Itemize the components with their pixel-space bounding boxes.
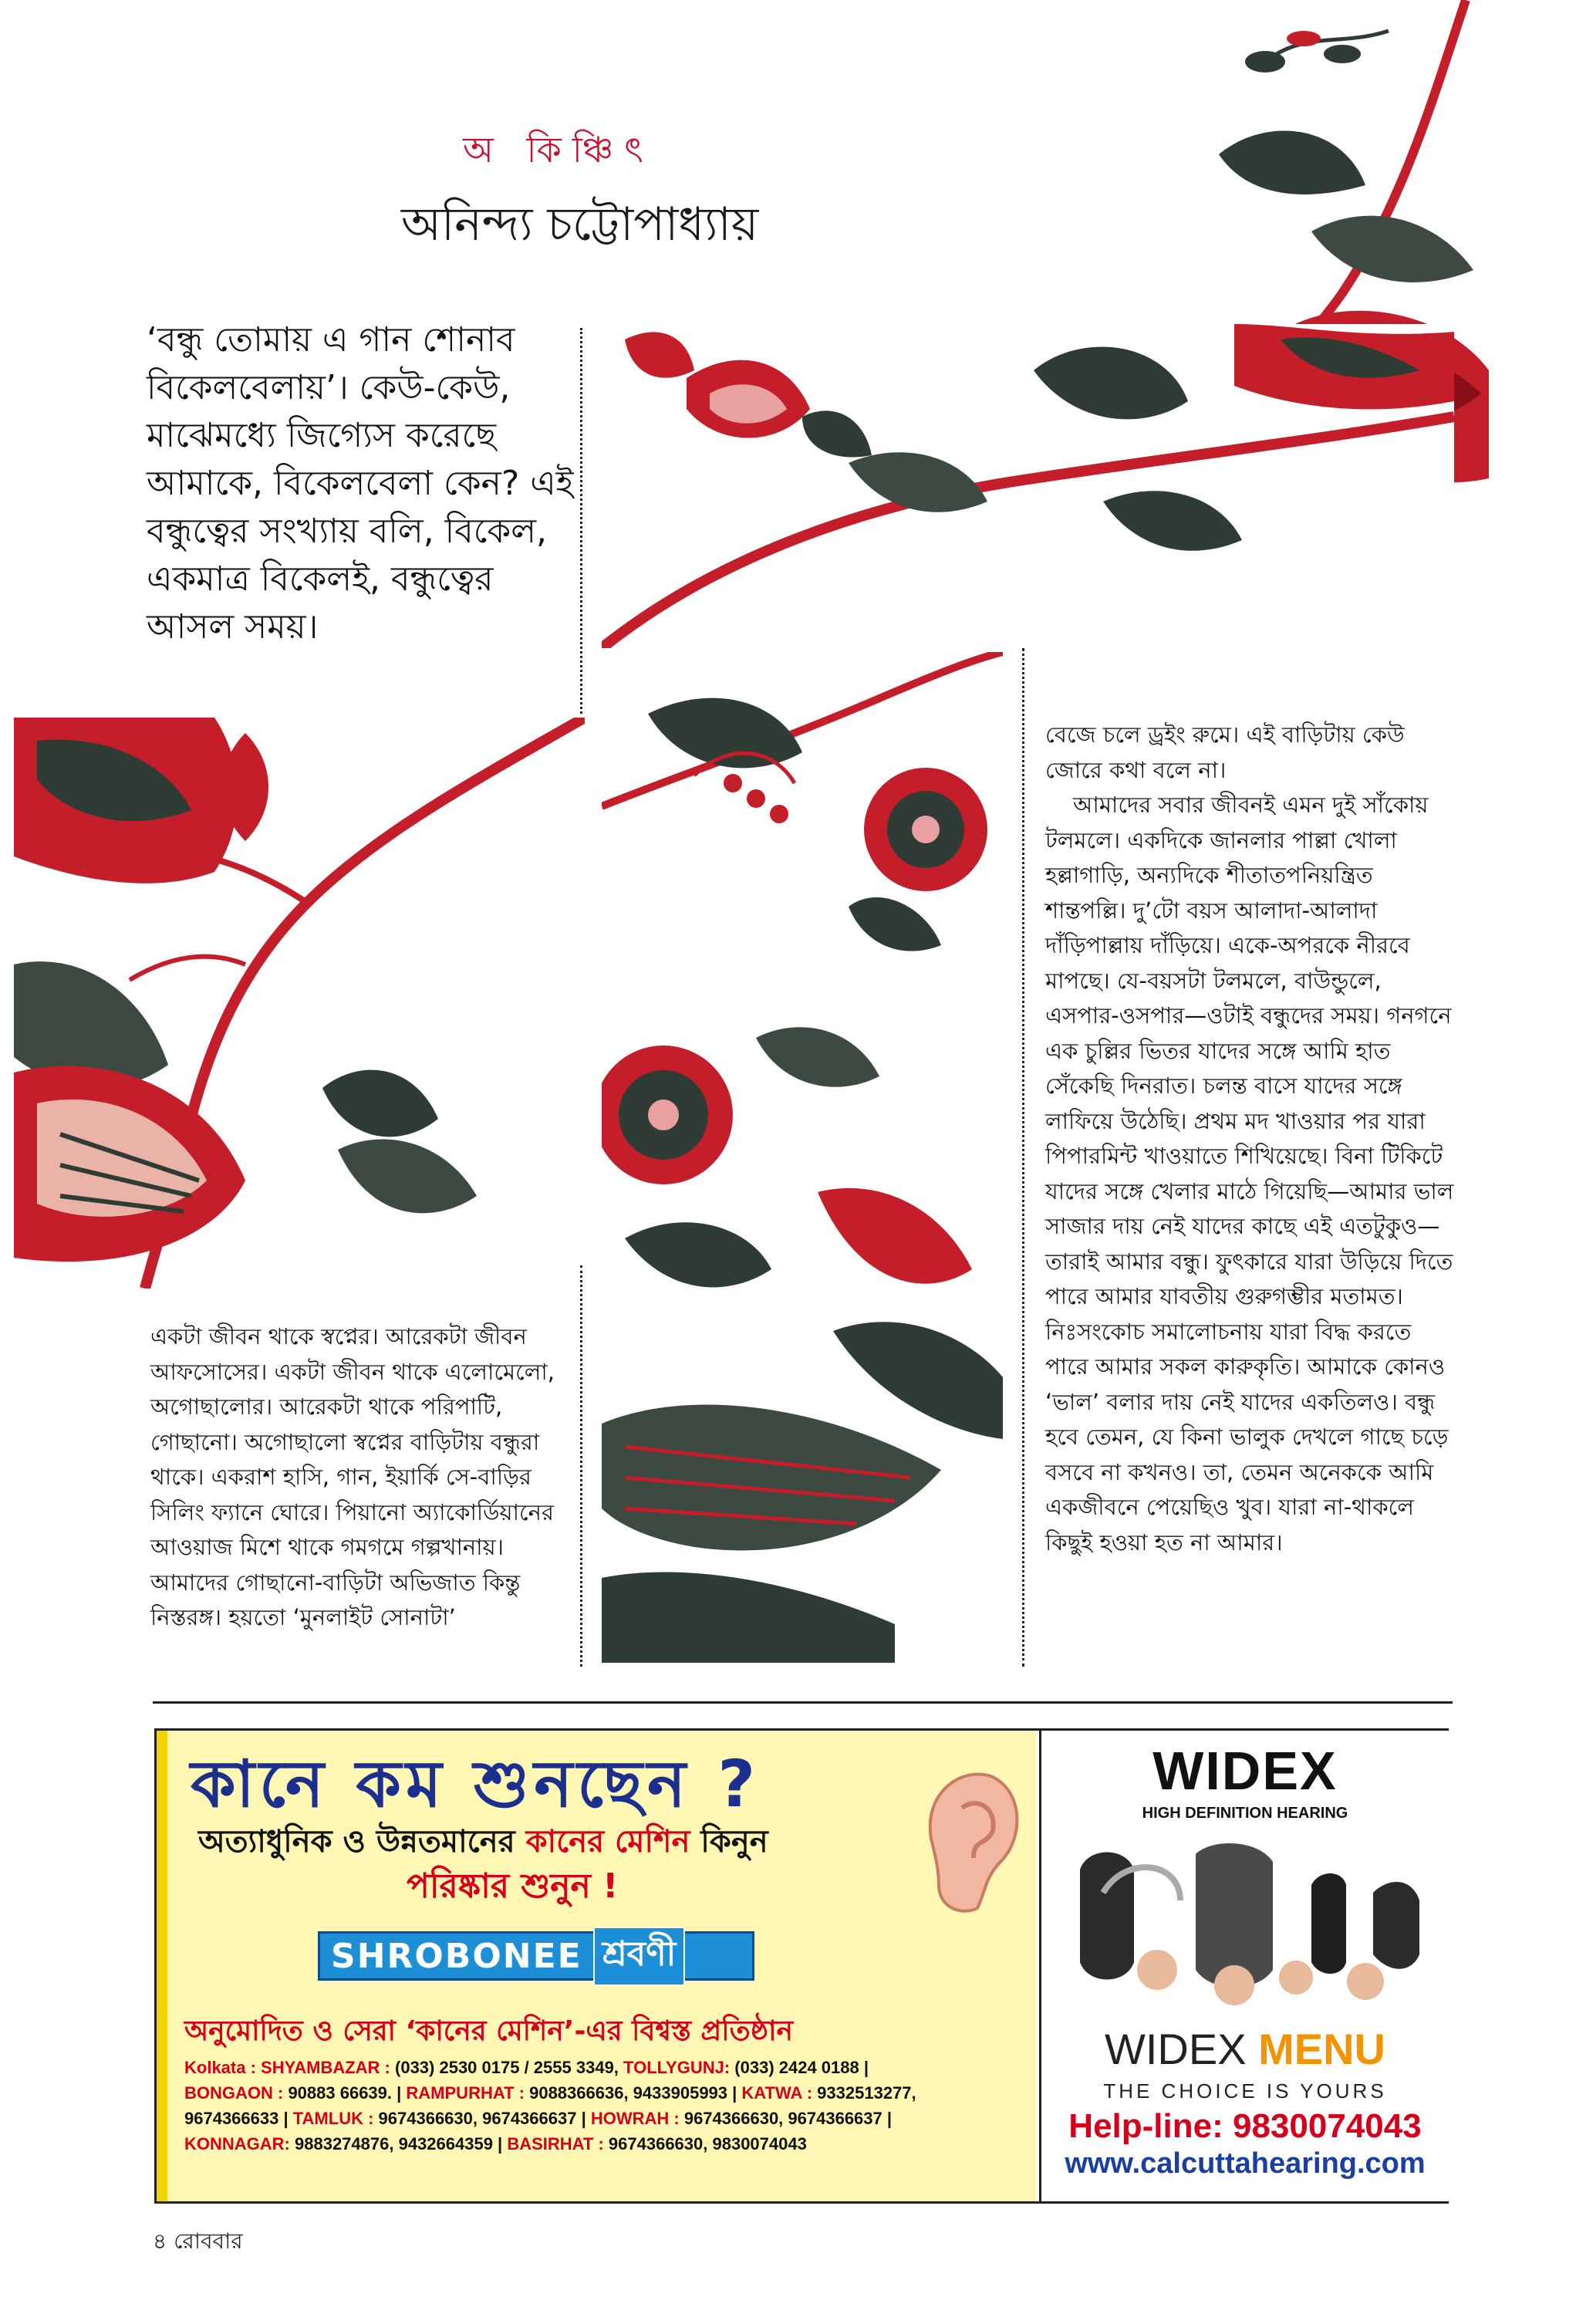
ad-subheadline-highlight: কানের মেশিন	[525, 1824, 690, 1860]
widex-menu-word: MENU	[1258, 2025, 1385, 2073]
branch-phone: (033) 2530 0175 / 2555 3349,	[390, 2058, 619, 2077]
hearing-aid-advertisement	[154, 1728, 1449, 2204]
section-kicker: অ কিঞ্চিৎ	[463, 129, 654, 171]
floral-artwork-left	[14, 718, 585, 1289]
helpline: Help-line: 9830074043	[1068, 2107, 1422, 2145]
widex-subtitle: HIGH DEFINITION HEARING	[1142, 1805, 1348, 1822]
hearing-aids-image	[1065, 1839, 1427, 2016]
branch-phone: 9332513277,	[812, 2083, 916, 2103]
branch-phone: 9674366630, 9830074043	[603, 2134, 807, 2153]
intro-text: ‘বন্ধু তোমায় এ গান শোনাব বিকেলবেলায়’। কেউ-কেউ, মাঝেমধ্যে জিগ্যেস করেছে আমাকে, বিকেলবেলা কেন? এই বন্ধুত্বের সংখ্যায় বলি, বিকেল, একমাত্র বিকেলই, বন্ধুত্বের আসল সময়।	[147, 320, 574, 647]
page-folio: ৪ রোববার	[153, 2228, 243, 2254]
column-divider-right	[1022, 648, 1024, 1667]
paragraph: বেজে চলে ড্রইং রুমে। এই বাড়িটায় কেউ জোরে কথা বলে না।	[1045, 721, 1405, 783]
branch-name: BASIRHAT :	[502, 2134, 604, 2153]
ad-callout: পরিষ্কার শুনুন !	[407, 1866, 619, 1906]
branch-phone: 9883274876, 9432664359 |	[289, 2134, 503, 2153]
branch-name: HOWRAH :	[586, 2109, 680, 2128]
paragraph: একটা জীবন থাকে স্বপ্নের। আরেকটা জীবন আফসোসের। একটা জীবন থাকে এলোমেলো, অগোছালোর। আরেকটা থাকে পরিপাটি, গোছানো। অগোছালো স্বপ্নের বাড়িটায় বন্ধুরা থাকে। একরাশ হাসি, গান, ইয়ার্কি সে-বাড়ির সিলিং ফ্যানে ঘোরে। পিয়ানো অ্যাকোর্ডিয়ানের আওয়াজ মিশে থাকে গমগমে গল্পখানায়। আমাদের গোছানো-বাড়িটা অভিজাত কিন্তু নিস্তরঙ্গ। হয়তো ‘মুনলাইট সোনাটা’	[150, 1323, 555, 1630]
brand-name-bengali: শ্রবণী	[593, 1927, 686, 1986]
branch-name: Kolkata : SHYAMBAZAR :	[184, 2058, 390, 2077]
branch-name: TOLLYGUNJ:	[618, 2058, 731, 2077]
ear-icon	[908, 1746, 1024, 1931]
floral-artwork-lower-center	[602, 652, 1003, 1663]
divider	[153, 1701, 1453, 1704]
ad-subheadline-part: অত্যাধুনিক ও উন্নতমানের	[198, 1824, 515, 1860]
body-column-right	[1045, 718, 1454, 1560]
website-url: www.calcuttahearing.com	[1065, 2147, 1426, 2180]
body-column-left	[150, 1319, 559, 1636]
floral-artwork-center	[602, 324, 1454, 648]
branch-name: BONGAON :	[184, 2083, 284, 2103]
branch-name: RAMPURHAT :	[401, 2083, 525, 2103]
branch-phone: (033) 2424 0188 |	[730, 2058, 869, 2077]
ad-headline: কানে কম শুনছেন ?	[191, 1746, 761, 1822]
branch-phone: 9674366633 |	[184, 2109, 289, 2128]
paragraph: আমাদের সবার জীবনই এমন দুই সাঁকোয় টলমলে। একদিকে জানলার পাল্লা খোলা হল্লাগাড়ি, অন্যদিকে শীতাতপনিয়ন্ত্রিত শান্তপল্লি। দু’টো বয়স আলাদা-আলাদা দাঁড়িপাল্লায় দাঁড়িয়ে। একে-অপরকে নীরবে মাপছে। যে-বয়সটা টলমলে, বাউন্ডুলে, এসপার-ওসপার—ওটাই বন্ধুদের সময়। গনগনে এক চুল্লির ভিতর যাদের সঙ্গে আমি হাত সেঁকেছি দিনরাত। চলন্ত বাসে যাদের সঙ্গে লাফিয়ে উঠেছি। প্রথম মদ খাওয়ার পর যারা পিপারমিন্ট খাওয়াতে শিখিয়েছে। বিনা টিকিটে যাদের সঙ্গে খেলার মাঠে গিয়েছি—আমার ভাল সাজার দায় নেই যাদের কাছে এই এতটুকুও—তারাই আমার বন্ধু। ফুৎকারে যারা উড়িয়ে দিতে পারে আমার যাবতীয় গুরুগম্ভীর মতামত। নিঃসংকোচ সমালোচনায় যারা বিদ্ধ করতে পারে আমার সকল কারুকৃতি। আমাকে কোনও ‘ভাল’ বলার দায় নেই যাদের একতিলও। বন্ধু হবে তেমন, যে কিনা ভালুক দেখলে গাছে চড়ে বসবে না কখনও। তা, তেমন অনেককে আমি একজীবনে পেয়েছিও খুব। যারা না-থাকলে কিছুই হওয়া হত না আমার।	[1045, 792, 1454, 1556]
column-divider-bottom	[580, 1265, 582, 1667]
branch-contacts	[184, 2055, 1041, 2157]
widex-menu-title	[1041, 2024, 1449, 2074]
widex-menu-brand: WIDEX	[1104, 2025, 1259, 2073]
brand-name-english: SHROBONEE	[331, 1936, 582, 1976]
author-name: অনিন্দ্য চট্টোপাধ্যায়	[401, 198, 759, 252]
branch-phone: 9088366636, 9433905993 |	[524, 2083, 737, 2103]
branch-phone: 90883 66639. |	[283, 2083, 402, 2103]
widex-tagline: THE CHOICE IS YOURS	[1103, 2079, 1387, 2103]
branch-name: KATWA :	[737, 2083, 813, 2103]
column-divider-top	[580, 328, 582, 714]
branch-phone: 9674366630, 9674366637 |	[679, 2109, 893, 2128]
ad-tagline: অনুমোদিত ও সেরা ‘কানের মেশিন’-এর বিশ্বস্ত প্রতিষ্ঠান	[184, 2015, 793, 2047]
branch-name: KONNAGAR:	[184, 2134, 290, 2153]
widex-ad-panel	[1039, 1731, 1449, 2201]
widex-logo: WIDEX	[1152, 1741, 1338, 1801]
shrobonee-ad-panel	[157, 1731, 1036, 2201]
shrobonee-logo	[318, 1931, 754, 1981]
ad-subheadline-part: কিনুন	[700, 1824, 768, 1860]
branch-phone: 9674366630, 9674366637 |	[373, 2109, 586, 2128]
branch-name: TAMLUK :	[288, 2109, 374, 2128]
